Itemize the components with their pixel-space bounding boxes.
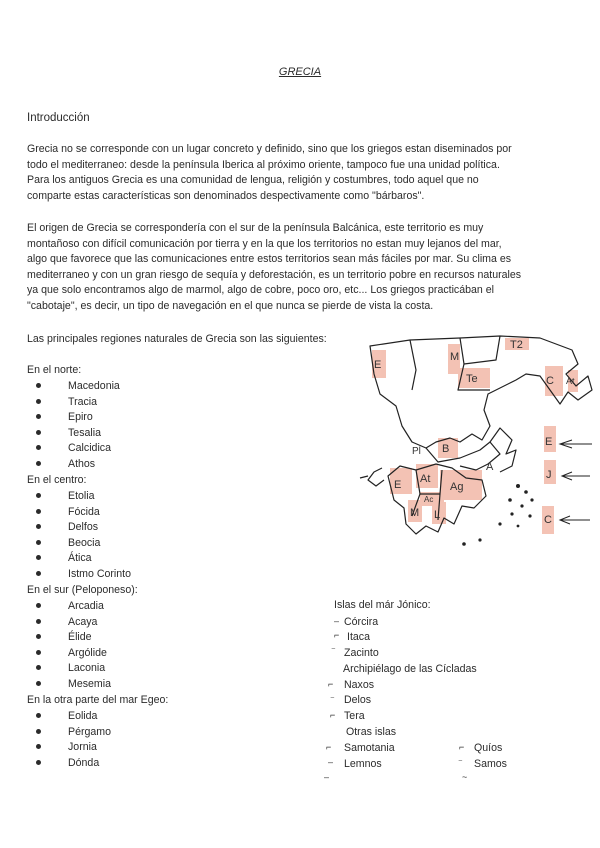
list-item: Ática (36, 552, 92, 564)
map-label: T2 (510, 339, 523, 351)
dash-icon: ⁻ (458, 757, 463, 767)
paragraph-line: mediterraneo y con un gran riesgo de sequía y deforestación, es un territorio pobre en recursos naturales (27, 268, 522, 281)
paragraph-line: comparte estas características son denominados despectivamente como "bárbaros". (27, 189, 425, 202)
bullet-icon (36, 509, 41, 514)
list-item: Tesalia (36, 427, 101, 439)
map-label: E (545, 436, 553, 448)
map-label: J (546, 469, 552, 481)
isla-item: Tera (344, 710, 365, 722)
dash-icon: ⌐ (328, 679, 334, 689)
map-label: M (410, 507, 420, 519)
dash-icon: ~ (462, 772, 468, 782)
paragraph-line: ya que solo encontramos algo de marmol, algo de cobre, poco oro, etc... Los griegos practicában el (27, 284, 494, 297)
paragraph-line: "cabotaje", es decir, un tipo de navegación en el que nunca se pierde de vista la costa. (27, 299, 434, 312)
map-outlines (360, 336, 592, 534)
isla-item: Lemnos (344, 758, 382, 770)
map-label: Pl (412, 446, 421, 457)
isla-item: Delos (344, 694, 372, 706)
isla-item: Itaca (347, 631, 370, 643)
map-label: At (420, 473, 431, 485)
bullet-icon (36, 493, 41, 498)
greece-map-sketch (340, 330, 600, 560)
list-item: Eolida (36, 710, 97, 722)
bullet-icon (36, 414, 41, 419)
region-label-sur: En el sur (Peloponeso): (27, 584, 138, 596)
isla-item: Quíos (474, 742, 503, 754)
islas-otras-heading: Otras islas (346, 726, 397, 738)
bullet-icon (36, 571, 41, 576)
map-label: C (546, 375, 554, 387)
isla-item: Córcira (344, 616, 379, 628)
bullet-icon (36, 445, 41, 450)
islas-jonico-heading: Islas del már Jónico: (334, 599, 431, 611)
list-item: Arcadia (36, 600, 104, 612)
page-title: GRECIA (278, 66, 322, 78)
list-item: Epiro (36, 411, 93, 423)
list-item: Macedonia (36, 380, 120, 392)
bullet-icon (36, 681, 41, 686)
dash-icon: – (324, 772, 330, 782)
bullet-icon (36, 634, 41, 639)
isla-item: Samotania (344, 742, 395, 754)
paragraph-intro-2 (27, 221, 575, 315)
list-item: Delfos (36, 521, 98, 533)
map-label: At (566, 376, 575, 386)
bullet-icon (36, 619, 41, 624)
map-label: Ac (424, 495, 434, 504)
list-item: Élide (36, 631, 92, 643)
dash-icon: ⁻ (330, 694, 335, 704)
isla-item: Samos (474, 758, 507, 770)
paragraph-line: todo el mediterraneo: desde la península Iberica al próximo oriente, tampoco fue una unidad política. (27, 158, 500, 171)
map-label: C (544, 514, 552, 526)
list-item: Etolia (36, 490, 95, 502)
map-label: E (394, 479, 402, 491)
paragraph-line: El origen de Grecia se correspondería con el sur de la península Balcánica, este territorio es muy (27, 222, 484, 234)
paragraph-line: algo que favorece que las comunicaciones entre estos territorios sean más fáciles por mar. Su clima es (27, 253, 512, 266)
map-label: A (486, 461, 494, 473)
bullet-icon (36, 744, 41, 749)
list-item: Fócida (36, 506, 100, 518)
map-label: Te (466, 373, 478, 385)
map-label: E (374, 359, 382, 371)
list-item: Tracia (36, 396, 97, 408)
bullet-icon (36, 383, 41, 388)
dash-icon: – (334, 616, 340, 626)
dash-icon: – (328, 757, 334, 767)
bullet-icon (36, 430, 41, 435)
bullet-icon (36, 524, 41, 529)
list-item: Istmo Corinto (36, 568, 131, 580)
region-label-norte: En el norte: (27, 364, 82, 376)
map-label: L (434, 509, 441, 521)
section-heading: Introducción (27, 112, 90, 124)
list-item: Jornia (36, 741, 97, 753)
paragraph-line: Para los antiguos Grecia es una comunidad de lengua, religión y costumbres, todo aquel que no (27, 174, 479, 187)
dash-icon: ⌐ (326, 742, 332, 752)
bullet-icon (36, 665, 41, 670)
list-item: Laconia (36, 662, 105, 674)
bullet-icon (36, 729, 41, 734)
bullet-icon (36, 399, 41, 404)
bullet-icon (36, 461, 41, 466)
region-label-egeo: En la otra parte del mar Egeo: (27, 694, 169, 706)
map-arrows (560, 440, 592, 524)
list-item: Argólide (36, 647, 107, 659)
isla-item: Zacinto (344, 647, 379, 659)
map-label: Ag (450, 481, 464, 493)
list-item: Calcidica (36, 442, 111, 454)
list-item: Dónda (36, 757, 99, 769)
dash-icon: ⁻ (331, 645, 336, 655)
region-label-centro: En el centro: (27, 474, 87, 486)
bullet-icon (36, 603, 41, 608)
list-item: Mesemia (36, 678, 111, 690)
bullet-icon (36, 650, 41, 655)
map-label: B (442, 443, 450, 455)
paragraph-intro-1 (27, 142, 575, 204)
bullet-icon (36, 540, 41, 545)
list-item: Beocia (36, 537, 100, 549)
paragraph-line: Grecia no se corresponde con un lugar concreto y definido, sino que los griegos estan diseminados por (27, 143, 512, 155)
bullet-icon (36, 713, 41, 718)
dash-icon: ⌐ (334, 630, 340, 640)
dash-icon: ⌐ (459, 742, 465, 752)
bullet-icon (36, 760, 41, 765)
list-item: Pérgamo (36, 726, 111, 738)
list-item: Athos (36, 458, 95, 470)
paragraph-line: montañoso con difícil comunicación por tierra y en la que los territorios no estan muy lejanos del mar, (27, 237, 502, 250)
isla-item: Naxos (344, 679, 375, 691)
paragraph-intro-3: Las principales regiones naturales de Grecia son las siguientes: (27, 333, 327, 345)
islas-cicladas-heading: Archipiélago de las Cícladas (343, 663, 477, 675)
map-label: M (450, 351, 460, 363)
list-item: Acaya (36, 616, 97, 628)
bullet-icon (36, 555, 41, 560)
dash-icon: ⌐ (330, 710, 336, 720)
